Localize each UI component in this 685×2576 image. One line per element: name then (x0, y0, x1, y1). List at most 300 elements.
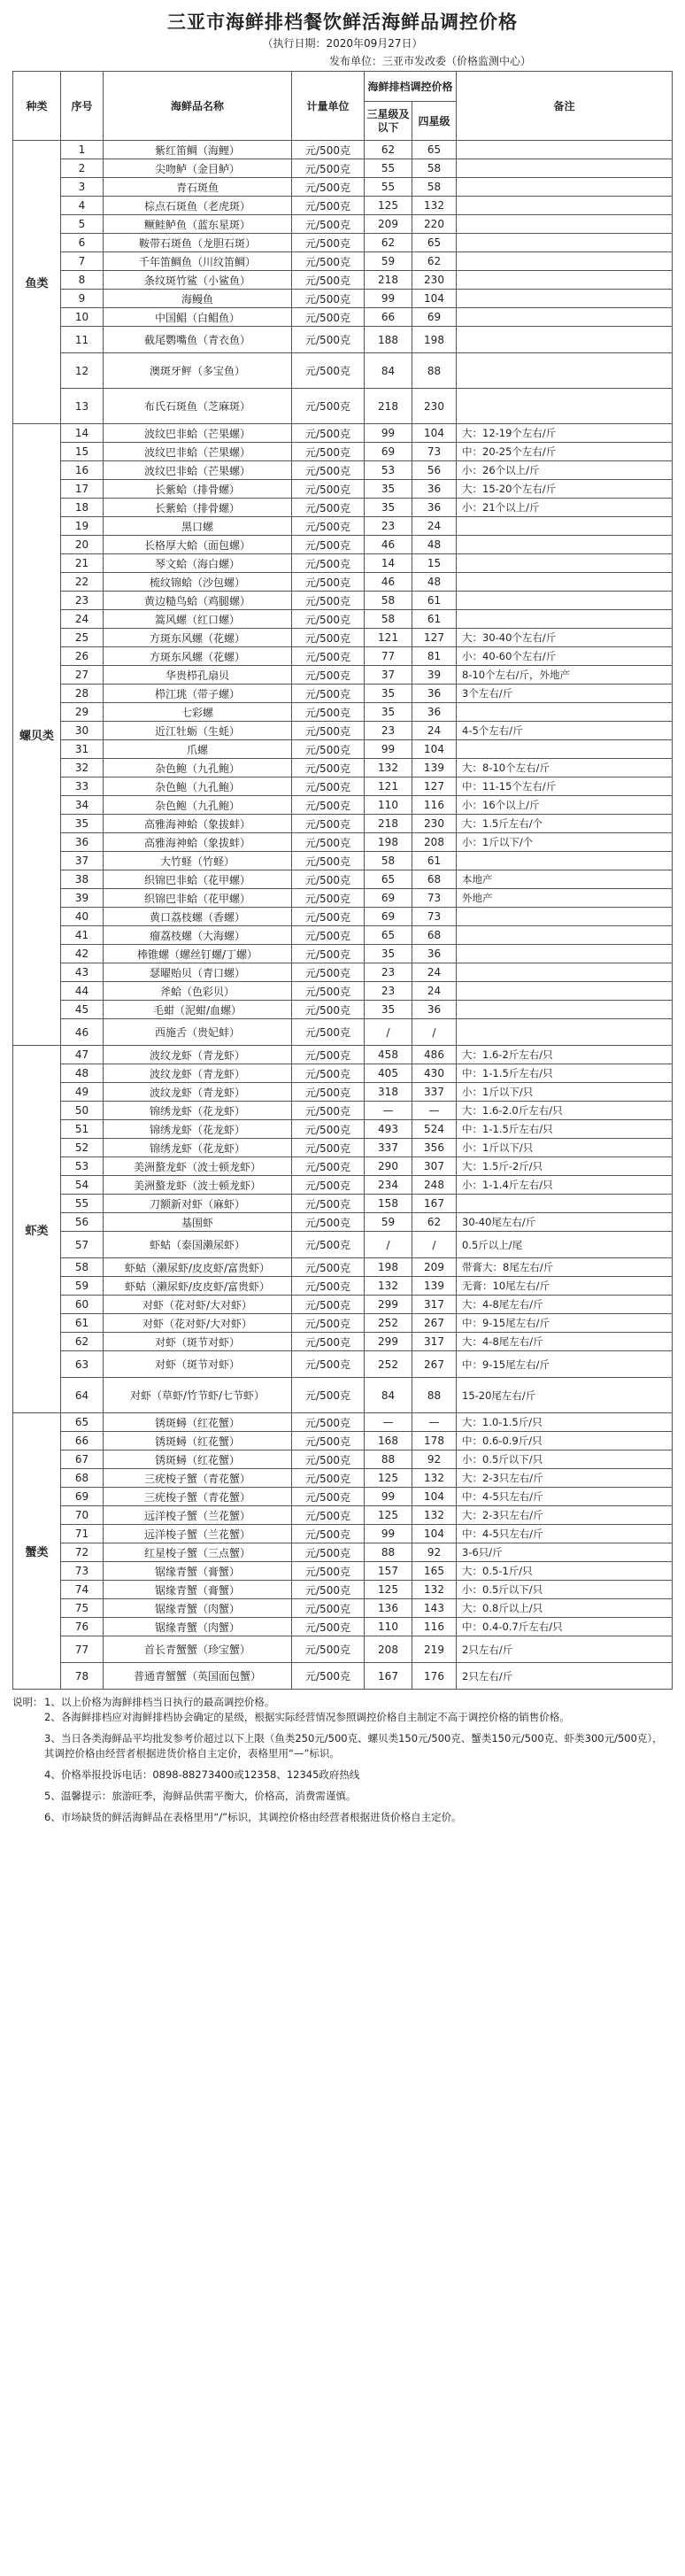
price-three-star: 290 (365, 1157, 412, 1176)
price-three-star: 121 (365, 777, 412, 796)
price-four-star: 104 (412, 1525, 457, 1543)
table-row (13, 1064, 673, 1083)
header-no: 序号 (61, 72, 104, 141)
note-cell: 小：40-60个左右/斤 (457, 647, 673, 666)
row-number: 52 (61, 1139, 104, 1157)
price-four-star: 127 (412, 629, 457, 647)
price-three-star: 99 (365, 1525, 412, 1543)
table-row (13, 1618, 673, 1636)
note-cell (457, 852, 673, 870)
seafood-name: 琴文蛤（海白螺） (104, 554, 292, 573)
price-three-star: 23 (365, 982, 412, 1001)
note-cell: 中：11-15个左右/斤 (457, 777, 673, 796)
unit-cell: 元/500克 (292, 945, 365, 963)
price-three-star: 65 (365, 870, 412, 889)
note-cell: 大：15-20个左右/斤 (457, 480, 673, 499)
table-row (13, 1019, 673, 1046)
price-four-star: 132 (412, 1581, 457, 1599)
price-four-star: 116 (412, 796, 457, 815)
price-three-star: / (365, 1019, 412, 1046)
seafood-name: 千年笛鲷鱼（川纹笛鲷） (104, 252, 292, 271)
unit-cell: 元/500克 (292, 703, 365, 722)
table-row (13, 353, 673, 389)
table-row (13, 178, 673, 197)
price-three-star: — (365, 1413, 412, 1432)
row-number: 46 (61, 1019, 104, 1046)
row-number: 70 (61, 1506, 104, 1525)
seafood-name: 黑口螺 (104, 517, 292, 536)
price-four-star: 65 (412, 234, 457, 252)
note-item: 3、当日各类海鲜品平均批发参考价超过以下上限（鱼类250元/500克、螺贝类150元/500克、蟹类150元/500克、虾类300元/500克），其调控价格由经营者根据进货价格自主定价，表格里用“—”标识。 (44, 1732, 663, 1760)
seafood-name: 方斑东风螺（花螺） (104, 629, 292, 647)
price-three-star: 198 (365, 1258, 412, 1277)
table-row (13, 815, 673, 833)
row-number: 77 (61, 1636, 104, 1663)
seafood-name: 紫红笛鲷（海鲤） (104, 141, 292, 159)
table-row (13, 1562, 673, 1581)
unit-cell: 元/500克 (292, 573, 365, 592)
note-item: 5、温馨提示：旅游旺季，海鲜品供需平衡大，价格高，消费需谨慎。 (44, 1790, 357, 1802)
row-number: 55 (61, 1195, 104, 1213)
row-number: 62 (61, 1333, 104, 1351)
price-four-star: 36 (412, 499, 457, 517)
seafood-name: 布氏石斑鱼（芝麻斑） (104, 389, 292, 424)
price-three-star: 59 (365, 252, 412, 271)
price-three-star: 65 (365, 926, 412, 945)
seafood-name: 远洋梭子蟹（兰花蟹） (104, 1525, 292, 1543)
seafood-name: 方斑东风螺（花螺） (104, 647, 292, 666)
price-four-star: 36 (412, 1001, 457, 1019)
row-number: 54 (61, 1176, 104, 1195)
unit-cell: 元/500克 (292, 517, 365, 536)
unit-cell: 元/500克 (292, 1139, 365, 1157)
note-cell: 大：2-3只左右/斤 (457, 1506, 673, 1525)
unit-cell: 元/500克 (292, 1599, 365, 1618)
row-number: 27 (61, 666, 104, 685)
table-row (13, 1314, 673, 1333)
note-cell: 小：0.5斤以下/只 (457, 1450, 673, 1469)
seafood-name: 斧蛤（色彩贝） (104, 982, 292, 1001)
seafood-name: 美洲螯龙虾（波士顿龙虾） (104, 1176, 292, 1195)
note-cell: 大：0.5-1斤/只 (457, 1562, 673, 1581)
unit-cell: 元/500克 (292, 1232, 365, 1258)
table-row (13, 159, 673, 178)
price-four-star: 165 (412, 1562, 457, 1581)
table-header (13, 72, 673, 141)
seafood-name: 条纹斑竹鲨（小鲨鱼） (104, 271, 292, 290)
unit-cell: 元/500克 (292, 327, 365, 353)
note-cell: 中：1-1.5斤左右/只 (457, 1064, 673, 1083)
price-four-star: 167 (412, 1195, 457, 1213)
seafood-name: 锦绣龙虾（花龙虾） (104, 1120, 292, 1139)
price-four-star: 81 (412, 647, 457, 666)
price-four-star: 48 (412, 536, 457, 554)
row-number: 47 (61, 1046, 104, 1064)
unit-cell: 元/500克 (292, 1450, 365, 1469)
category-cell: 蟹类 (13, 1413, 61, 1690)
price-four-star: / (412, 1019, 457, 1046)
note-cell: 大：0.8斤以上/只 (457, 1599, 673, 1618)
price-three-star: 157 (365, 1562, 412, 1581)
price-four-star: 88 (412, 1378, 457, 1413)
table-row (13, 1258, 673, 1277)
price-three-star: 55 (365, 178, 412, 197)
price-three-star: 88 (365, 1450, 412, 1469)
note-cell (457, 327, 673, 353)
price-three-star: 218 (365, 271, 412, 290)
table-row (13, 554, 673, 573)
table-row (13, 1525, 673, 1543)
table-row (13, 685, 673, 703)
note-cell (457, 252, 673, 271)
seafood-name: 长格厚大蛤（面包螺） (104, 536, 292, 554)
header-name: 海鲜品名称 (104, 72, 292, 141)
note-cell: 2只左右/斤 (457, 1663, 673, 1690)
table-row (13, 536, 673, 554)
price-three-star: 234 (365, 1176, 412, 1195)
table-row (13, 833, 673, 852)
seafood-name: 鞍带石斑鱼（龙胆石斑） (104, 234, 292, 252)
note-cell: 大：1.0-1.5斤/只 (457, 1413, 673, 1432)
unit-cell: 元/500克 (292, 1432, 365, 1450)
seafood-name: 对虾（斑节对虾） (104, 1333, 292, 1351)
price-three-star: 337 (365, 1139, 412, 1157)
price-three-star: 99 (365, 1488, 412, 1506)
price-four-star: 36 (412, 685, 457, 703)
table-row (13, 647, 673, 666)
unit-cell: 元/500克 (292, 1488, 365, 1506)
note-cell: 15-20尾左右/斤 (457, 1378, 673, 1413)
note-cell: 中：4-5只左右/斤 (457, 1488, 673, 1506)
row-number: 60 (61, 1296, 104, 1314)
note-cell: 中：0.4-0.7斤左右/只 (457, 1618, 673, 1636)
unit-cell: 元/500克 (292, 1213, 365, 1232)
table-row (13, 1083, 673, 1102)
table-row (13, 1213, 673, 1232)
price-three-star: 218 (365, 389, 412, 424)
price-four-star: — (412, 1102, 457, 1120)
price-four-star: 317 (412, 1333, 457, 1351)
note-cell: 本地产 (457, 870, 673, 889)
price-four-star: 230 (412, 271, 457, 290)
row-number: 44 (61, 982, 104, 1001)
seafood-name: 栉江珧（带子螺） (104, 685, 292, 703)
row-number: 71 (61, 1525, 104, 1543)
note-cell: 外地产 (457, 889, 673, 908)
price-three-star: 167 (365, 1663, 412, 1690)
table-row (13, 1046, 673, 1064)
unit-cell: 元/500克 (292, 666, 365, 685)
note-cell: 3-6只/斤 (457, 1543, 673, 1562)
note-cell: 小：21个以上/斤 (457, 499, 673, 517)
header-price-four: 四星级 (412, 102, 457, 141)
table-row (13, 1277, 673, 1296)
unit-cell: 元/500克 (292, 796, 365, 815)
unit-cell: 元/500克 (292, 499, 365, 517)
seafood-name: 大竹蛏（竹蛏） (104, 852, 292, 870)
row-number: 8 (61, 271, 104, 290)
note-cell: 小：0.5斤以下/只 (457, 1581, 673, 1599)
note-item: 1、以上价格为海鲜排档当日执行的最高调控价格。 (44, 1696, 275, 1708)
price-three-star: 84 (365, 1378, 412, 1413)
note-cell (457, 573, 673, 592)
note-cell: 小：1斤以下/个 (457, 833, 673, 852)
table-row (13, 1450, 673, 1469)
note-cell: 2只左右/斤 (457, 1636, 673, 1663)
price-four-star: 69 (412, 308, 457, 327)
seafood-name: 虾蛄（泰国濑尿虾） (104, 1232, 292, 1258)
seafood-name: 锯缘青蟹（肉蟹） (104, 1599, 292, 1618)
table-row (13, 197, 673, 215)
unit-cell: 元/500克 (292, 629, 365, 647)
unit-cell: 元/500克 (292, 592, 365, 610)
price-three-star: 84 (365, 353, 412, 389)
price-four-star: 337 (412, 1083, 457, 1102)
row-number: 63 (61, 1351, 104, 1378)
price-four-star: 24 (412, 982, 457, 1001)
header-price-low: 三星级及以下 (365, 102, 412, 141)
row-number: 69 (61, 1488, 104, 1506)
unit-cell: 元/500克 (292, 536, 365, 554)
table-row (13, 1581, 673, 1599)
unit-cell: 元/500克 (292, 1543, 365, 1562)
row-number: 78 (61, 1663, 104, 1690)
price-four-star: 209 (412, 1258, 457, 1277)
unit-cell: 元/500克 (292, 271, 365, 290)
table-row (13, 1176, 673, 1195)
price-three-star: 46 (365, 573, 412, 592)
seafood-name: 波纹龙虾（青龙虾） (104, 1064, 292, 1083)
row-number: 39 (61, 889, 104, 908)
note-cell (457, 703, 673, 722)
table-row (13, 443, 673, 461)
seafood-name: 高雅海神蛤（象拔蚌） (104, 815, 292, 833)
seafood-name: 锈斑蟳（红花蟹） (104, 1432, 292, 1450)
row-number: 66 (61, 1432, 104, 1450)
unit-cell: 元/500克 (292, 1120, 365, 1139)
note-cell: 大：30-40个左右/斤 (457, 629, 673, 647)
seafood-name: 长紫蛤（排骨螺） (104, 480, 292, 499)
price-three-star: 58 (365, 610, 412, 629)
header-unit: 计量单位 (292, 72, 365, 141)
unit-cell: 元/500克 (292, 852, 365, 870)
note-cell (457, 908, 673, 926)
table-row (13, 327, 673, 353)
price-four-star: 73 (412, 908, 457, 926)
unit-cell: 元/500克 (292, 197, 365, 215)
price-three-star: 35 (365, 480, 412, 499)
row-number: 74 (61, 1581, 104, 1599)
price-four-star: 24 (412, 517, 457, 536)
price-four-star: 132 (412, 1469, 457, 1488)
price-three-star: 168 (365, 1432, 412, 1450)
note-cell: 中：1-1.5斤左右/只 (457, 1120, 673, 1139)
table-row (13, 1296, 673, 1314)
row-number: 42 (61, 945, 104, 963)
price-three-star: 99 (365, 290, 412, 308)
unit-cell: 元/500克 (292, 1157, 365, 1176)
price-three-star: 46 (365, 536, 412, 554)
row-number: 19 (61, 517, 104, 536)
table-row (13, 141, 673, 159)
table-row (13, 629, 673, 647)
price-three-star: — (365, 1102, 412, 1120)
row-number: 11 (61, 327, 104, 353)
unit-cell: 元/500克 (292, 234, 365, 252)
price-three-star: 198 (365, 833, 412, 852)
price-three-star: 66 (365, 308, 412, 327)
note-cell: 3个左右/斤 (457, 685, 673, 703)
row-number: 12 (61, 353, 104, 389)
seafood-name: 近江牡蛎（生蚝） (104, 722, 292, 740)
seafood-name: 美洲螯龙虾（波士顿龙虾） (104, 1157, 292, 1176)
unit-cell: 元/500克 (292, 610, 365, 629)
price-three-star: 125 (365, 1581, 412, 1599)
note-cell (457, 554, 673, 573)
unit-cell: 元/500克 (292, 1195, 365, 1213)
price-four-star: 61 (412, 592, 457, 610)
row-number: 23 (61, 592, 104, 610)
seafood-name: 棒锥螺（螺丝钉螺/丁螺） (104, 945, 292, 963)
table-row (13, 740, 673, 759)
price-three-star: 88 (365, 1543, 412, 1562)
price-three-star: 252 (365, 1314, 412, 1333)
unit-cell: 元/500克 (292, 178, 365, 197)
unit-cell: 元/500克 (292, 1296, 365, 1314)
table-row (13, 722, 673, 740)
unit-cell: 元/500克 (292, 982, 365, 1001)
seafood-name: 波纹巴非蛤（芒果螺） (104, 424, 292, 443)
row-number: 40 (61, 908, 104, 926)
table-row (13, 517, 673, 536)
note-cell (457, 141, 673, 159)
unit-cell: 元/500克 (292, 908, 365, 926)
seafood-name: 首长青蟹蟹（珍宝蟹） (104, 1636, 292, 1663)
row-number: 73 (61, 1562, 104, 1581)
price-three-star: 136 (365, 1599, 412, 1618)
price-three-star: 37 (365, 666, 412, 685)
row-number: 5 (61, 215, 104, 234)
note-cell: 中：20-25个左右/斤 (457, 443, 673, 461)
row-number: 76 (61, 1618, 104, 1636)
unit-cell: 元/500克 (292, 963, 365, 982)
note-cell (457, 159, 673, 178)
row-number: 3 (61, 178, 104, 197)
unit-cell: 元/500克 (292, 1581, 365, 1599)
seafood-name: 棕点石斑鱼（老虎斑） (104, 197, 292, 215)
unit-cell: 元/500克 (292, 1083, 365, 1102)
note-cell: 大：1.6-2.0斤左右/只 (457, 1102, 673, 1120)
table-row (13, 1543, 673, 1562)
seafood-name: 青石斑鱼 (104, 178, 292, 197)
seafood-name: 鳜鲑鲈鱼（蓝东星斑） (104, 215, 292, 234)
row-number: 29 (61, 703, 104, 722)
price-four-star: 15 (412, 554, 457, 573)
note-cell: 中：0.6-0.9斤/只 (457, 1432, 673, 1450)
note-cell: 大：1.5斤-2斤/只 (457, 1157, 673, 1176)
seafood-name: 虾蛄（濑尿虾/皮皮虾/富贵虾） (104, 1258, 292, 1277)
seafood-name: 普通青蟹蟹（英国面包蟹） (104, 1663, 292, 1690)
price-three-star: 252 (365, 1351, 412, 1378)
row-number: 24 (61, 610, 104, 629)
price-four-star: 230 (412, 389, 457, 424)
row-number: 30 (61, 722, 104, 740)
unit-cell: 元/500克 (292, 777, 365, 796)
note-cell: 小：26个以上/斤 (457, 461, 673, 480)
seafood-name: 澳斑牙鲆（多宝鱼） (104, 353, 292, 389)
table-row (13, 703, 673, 722)
seafood-name: 锈斑蟳（红花蟹） (104, 1450, 292, 1469)
header-note: 备注 (457, 72, 673, 141)
price-four-star: 73 (412, 889, 457, 908)
price-four-star: 524 (412, 1120, 457, 1139)
note-cell: 大：1.5斤左右/个 (457, 815, 673, 833)
row-number: 68 (61, 1469, 104, 1488)
row-number: 56 (61, 1213, 104, 1232)
table-row (13, 1102, 673, 1120)
row-number: 18 (61, 499, 104, 517)
note-cell: 大：1.6-2斤左右/只 (457, 1046, 673, 1064)
seafood-name: 波纹龙虾（青龙虾） (104, 1083, 292, 1102)
seafood-name: 对虾（花对虾/大对虾） (104, 1314, 292, 1333)
price-four-star: 61 (412, 610, 457, 629)
price-four-star: 62 (412, 252, 457, 271)
price-three-star: 218 (365, 815, 412, 833)
seafood-name: 锯缘青蟹（肉蟹） (104, 1618, 292, 1636)
price-three-star: 99 (365, 740, 412, 759)
table-row (13, 1351, 673, 1378)
row-number: 51 (61, 1120, 104, 1139)
seafood-name: 华贵栉孔扇贝 (104, 666, 292, 685)
seafood-name: 虾蛄（濑尿虾/皮皮虾/富贵虾） (104, 1277, 292, 1296)
price-four-star: 219 (412, 1636, 457, 1663)
table-row (13, 271, 673, 290)
price-three-star: 110 (365, 1618, 412, 1636)
note-cell: 小：1斤以下/只 (457, 1083, 673, 1102)
price-three-star: 158 (365, 1195, 412, 1213)
price-table (12, 71, 673, 1690)
unit-cell: 元/500克 (292, 1277, 365, 1296)
row-number: 4 (61, 197, 104, 215)
note-cell: 小：16个以上/斤 (457, 796, 673, 815)
unit-cell: 元/500克 (292, 1506, 365, 1525)
seafood-name: 七彩螺 (104, 703, 292, 722)
price-four-star: 24 (412, 722, 457, 740)
unit-cell: 元/500克 (292, 1019, 365, 1046)
unit-cell: 元/500克 (292, 1001, 365, 1019)
category-cell: 鱼类 (13, 141, 61, 424)
seafood-name: 织锦巴非蛤（花甲螺） (104, 870, 292, 889)
note-cell: 中：9-15尾左右/斤 (457, 1351, 673, 1378)
price-four-star: 178 (412, 1432, 457, 1450)
unit-cell: 元/500克 (292, 722, 365, 740)
table-row (13, 461, 673, 480)
unit-cell: 元/500克 (292, 252, 365, 271)
table-row (13, 308, 673, 327)
row-number: 28 (61, 685, 104, 703)
unit-cell: 元/500克 (292, 353, 365, 389)
note-item: 6、市场缺货的鲜活海鲜品在表格里用“/”标识，其调控价格由经营者根据进货价格自主定价。 (44, 1811, 462, 1823)
price-three-star: 58 (365, 852, 412, 870)
price-four-star: 486 (412, 1046, 457, 1064)
price-three-star: 299 (365, 1296, 412, 1314)
unit-cell: 元/500克 (292, 1046, 365, 1064)
seafood-name: 截尾鹦嘴鱼（青衣鱼） (104, 327, 292, 353)
price-three-star: 188 (365, 327, 412, 353)
note-cell (457, 234, 673, 252)
note-cell (457, 1195, 673, 1213)
seafood-name: 锯缘青蟹（膏蟹） (104, 1581, 292, 1599)
